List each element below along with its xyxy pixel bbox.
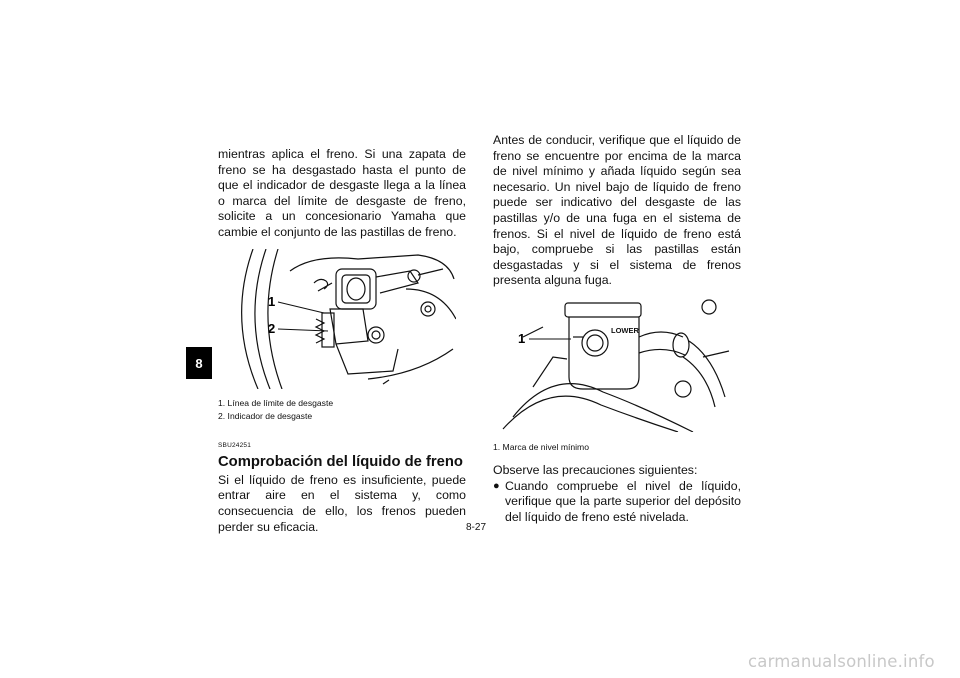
- section-code: SBU24251: [218, 442, 252, 450]
- right-column: [493, 133, 741, 525]
- watermark: carmanualsonline.info: [748, 652, 935, 671]
- reservoir-figure: [493, 297, 741, 453]
- bullet-text: Cuando compruebe el nivel de líquido, verifique que la parte superior del depósito del líquido de freno esté nivelada.: [505, 478, 741, 524]
- bullet-dot-icon: ●: [493, 479, 500, 492]
- caption-item: 1. Línea de límite de desgaste: [218, 398, 334, 409]
- inspection-paragraph: Antes de conducir, verifique que el líquido de freno se encuentre por encima de la marca de nivel mínimo y añada líquido según sea necesario. Un nivel bajo de líquido de freno puede ser indicativo del desgaste de las pastillas y/o de una fuga en el sistema de frenos. Si el nivel de líquido de freno está bajo, compruebe si las pastillas están desgastadas y si el sistema de frenos presenta alguna fuga.: [493, 133, 741, 288]
- section-heading: Comprobación del líquido de freno: [218, 453, 463, 470]
- left-column: [218, 147, 466, 535]
- brake-wear-figure: [218, 249, 466, 423]
- list-item: [493, 479, 741, 526]
- intro-paragraph: mientras aplica el freno. Si una zapata de freno se ha desgastado hasta el punto de que el indicador de desgaste llega a la línea o marca del límite de desgaste de freno, solicite a un concesionario Yamaha que cambie el conjunto de las pastillas de freno.: [218, 147, 466, 239]
- figure2-caption: [493, 441, 741, 454]
- brake-reservoir-illustration: [493, 297, 731, 432]
- callout-2: 2: [268, 320, 276, 336]
- section-paragraph: Si el líquido de freno es insuficiente, puede entrar aire en el sistema y, como consecuencia de ello, los frenos pueden perder su eficacia.: [218, 472, 466, 534]
- callout-1: 1: [518, 330, 526, 346]
- brake-caliper-illustration: [218, 249, 456, 389]
- section-tab: 8: [186, 347, 212, 379]
- figure1-caption: [218, 397, 466, 422]
- reservoir-lower-label: LOWER: [611, 325, 639, 335]
- caption-item: 1. Marca de nivel mínimo: [493, 441, 589, 452]
- caption-item: 2. Indicador de desgaste: [218, 410, 313, 421]
- callout-1: 1: [268, 293, 276, 309]
- observe-text: Observe las precauciones siguientes:: [493, 463, 698, 478]
- page-number: 8-27: [466, 522, 487, 533]
